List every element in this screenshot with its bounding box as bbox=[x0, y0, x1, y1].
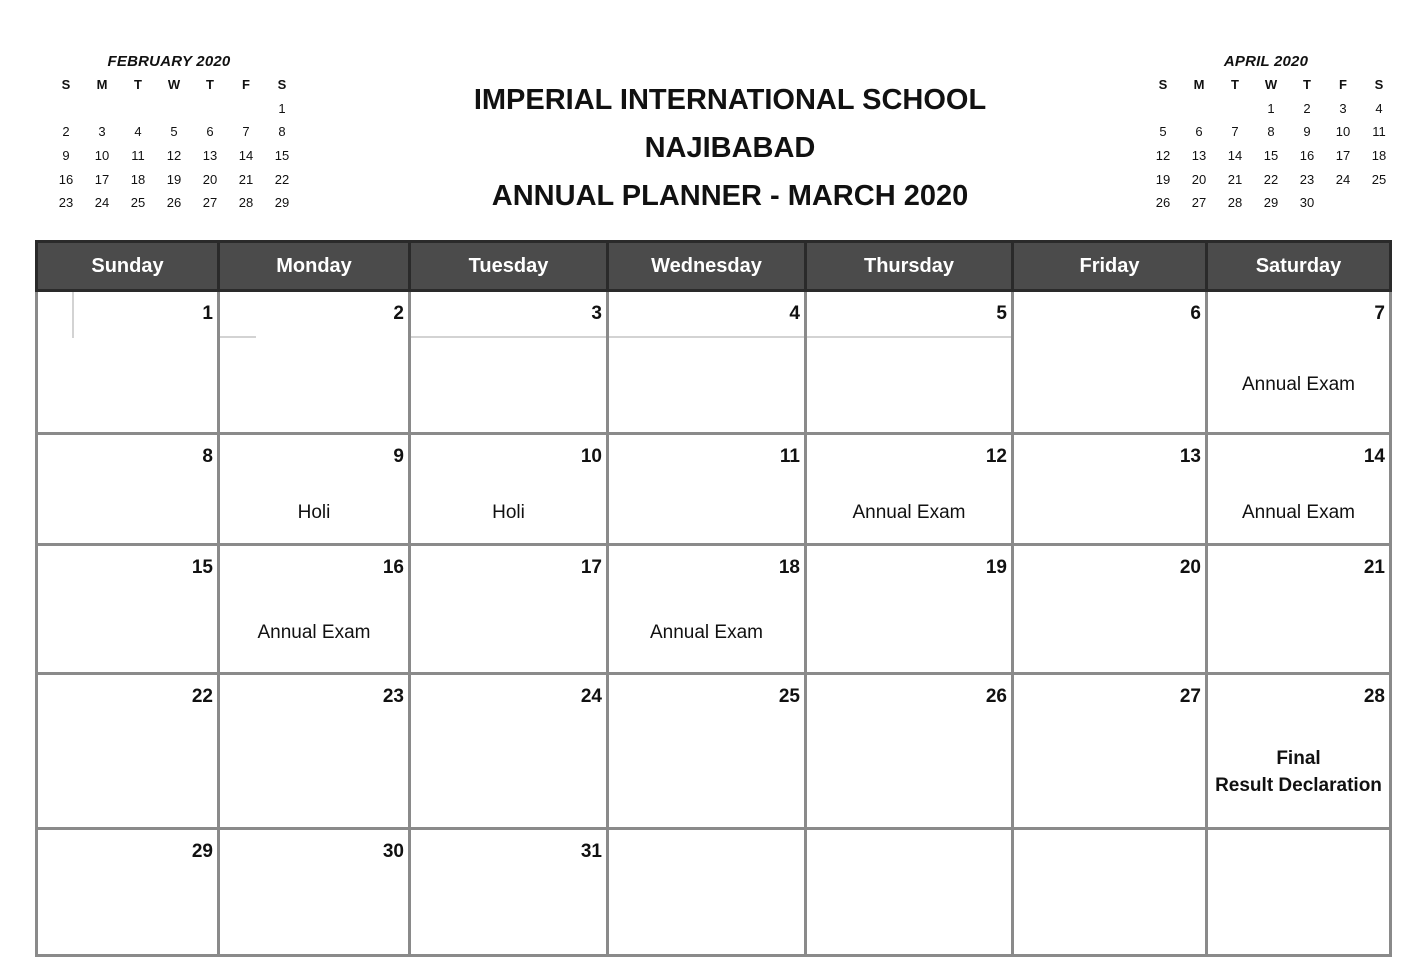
mini-day: 2 bbox=[1303, 100, 1311, 116]
cell-guide-line bbox=[72, 292, 74, 338]
mini-day: 30 bbox=[1299, 195, 1315, 211]
weekday-header-friday: Friday bbox=[1013, 242, 1207, 291]
mini-day: 8 bbox=[278, 124, 286, 140]
mini-day bbox=[1181, 97, 1217, 121]
day-number: 15 bbox=[191, 557, 213, 578]
mini-day: 20 bbox=[202, 171, 218, 187]
mini-day: 17 bbox=[94, 171, 110, 187]
mini-day: 20 bbox=[1191, 171, 1207, 187]
weekday-initial: F bbox=[242, 77, 250, 92]
day-cell bbox=[37, 545, 219, 674]
week-row bbox=[37, 674, 1391, 829]
mini-day: 16 bbox=[58, 171, 74, 187]
mini-day: 12 bbox=[166, 148, 182, 164]
day-number: 1 bbox=[202, 303, 213, 324]
mini-day bbox=[48, 97, 84, 121]
day-cell bbox=[219, 829, 410, 956]
day-cell bbox=[410, 674, 608, 829]
mini-day: 22 bbox=[274, 171, 290, 187]
day-cell bbox=[806, 829, 1013, 956]
day-number: 7 bbox=[1374, 303, 1385, 324]
mini-day: 27 bbox=[202, 195, 218, 211]
event-label: Holi bbox=[492, 502, 525, 523]
mini-calendar-february bbox=[44, 51, 294, 215]
mini-day bbox=[1361, 191, 1397, 215]
mini-day: 11 bbox=[131, 148, 145, 164]
mini-day bbox=[1145, 97, 1181, 121]
mini-day bbox=[192, 97, 228, 121]
mini-day: 29 bbox=[274, 195, 290, 211]
day-number: 20 bbox=[1179, 557, 1201, 578]
mini-day: 17 bbox=[1335, 148, 1351, 164]
day-cell bbox=[1013, 545, 1207, 674]
day-cell bbox=[806, 545, 1013, 674]
day-cell bbox=[219, 674, 410, 829]
day-cell bbox=[219, 545, 410, 674]
day-number: 23 bbox=[382, 686, 404, 707]
day-number: 28 bbox=[1363, 686, 1385, 707]
day-cell bbox=[806, 291, 1013, 434]
mini-day: 28 bbox=[1227, 195, 1243, 211]
day-number: 9 bbox=[393, 446, 404, 467]
mini-day: 5 bbox=[170, 124, 178, 140]
mini-day bbox=[84, 97, 120, 121]
day-number: 26 bbox=[985, 686, 1007, 707]
weekday-header-saturday: Saturday bbox=[1207, 242, 1391, 291]
day-number: 19 bbox=[985, 557, 1007, 578]
day-cell bbox=[608, 829, 806, 956]
mini-day: 15 bbox=[1263, 148, 1279, 164]
day-number: 18 bbox=[778, 557, 800, 578]
weekday-initial: M bbox=[1193, 77, 1205, 92]
day-number: 2 bbox=[393, 303, 404, 324]
day-cell bbox=[1013, 291, 1207, 434]
day-number: 21 bbox=[1363, 557, 1385, 578]
event-label: Annual Exam bbox=[852, 502, 966, 523]
mini-day: 24 bbox=[1335, 171, 1351, 187]
mini-day: 21 bbox=[1227, 171, 1243, 187]
day-number: 3 bbox=[591, 303, 602, 324]
event-label: Annual Exam bbox=[1241, 502, 1355, 523]
mini-day: 3 bbox=[1339, 100, 1347, 116]
planner-title: ANNUAL PLANNER - MARCH 2020 bbox=[491, 180, 969, 212]
day-cell bbox=[1207, 545, 1391, 674]
weekday-header-monday: Monday bbox=[219, 242, 410, 291]
day-cell bbox=[1013, 674, 1207, 829]
day-cell bbox=[806, 674, 1013, 829]
mini-day: 10 bbox=[1335, 124, 1351, 140]
weekday-header-row bbox=[37, 242, 1391, 291]
mini-day: 29 bbox=[1263, 195, 1279, 211]
day-number: 31 bbox=[580, 841, 602, 862]
school-name: IMPERIAL INTERNATIONAL SCHOOL bbox=[473, 84, 987, 116]
mini-day bbox=[156, 97, 192, 121]
cell-guide-line bbox=[220, 336, 256, 338]
mini-day bbox=[1325, 191, 1361, 215]
mini-day: 28 bbox=[238, 195, 254, 211]
mini-day: 18 bbox=[1371, 148, 1387, 164]
day-cell bbox=[806, 434, 1013, 545]
day-cell bbox=[1013, 434, 1207, 545]
day-cell bbox=[1207, 434, 1391, 545]
day-cell bbox=[1207, 291, 1391, 434]
mini-calendar-grid bbox=[48, 73, 294, 215]
mini-day: 23 bbox=[58, 195, 74, 211]
event-label: Holi bbox=[297, 502, 331, 523]
event-label: Annual Exam bbox=[257, 622, 371, 643]
week-row bbox=[37, 545, 1391, 674]
mini-day: 16 bbox=[1299, 148, 1315, 164]
day-cell bbox=[608, 674, 806, 829]
mini-calendar-april bbox=[1141, 51, 1391, 215]
mini-day: 19 bbox=[1155, 171, 1171, 187]
event-label: Annual Exam bbox=[649, 622, 763, 643]
day-number: 27 bbox=[1179, 686, 1201, 707]
day-number: 13 bbox=[1179, 446, 1201, 467]
day-cell bbox=[37, 674, 219, 829]
day-number: 12 bbox=[985, 446, 1007, 467]
day-number: 4 bbox=[789, 303, 800, 324]
mini-day: 6 bbox=[1195, 124, 1203, 140]
day-number: 24 bbox=[580, 686, 602, 707]
weekday-initial: F bbox=[1339, 77, 1347, 92]
mini-day: 25 bbox=[130, 195, 146, 211]
day-number: 17 bbox=[580, 557, 602, 578]
day-number: 29 bbox=[191, 841, 213, 862]
day-number: 8 bbox=[202, 446, 213, 467]
mini-day: 19 bbox=[166, 171, 182, 187]
mini-day: 9 bbox=[1303, 124, 1311, 140]
mini-day: 14 bbox=[238, 148, 254, 164]
mini-day bbox=[228, 97, 264, 121]
day-cell bbox=[1207, 829, 1391, 956]
mini-day: 21 bbox=[238, 171, 254, 187]
mini-day: 27 bbox=[1191, 195, 1207, 211]
day-cell bbox=[1207, 674, 1391, 829]
weekday-initial: M bbox=[96, 77, 108, 92]
mini-day: 25 bbox=[1371, 171, 1387, 187]
mini-day: 24 bbox=[94, 195, 110, 211]
mini-calendar-grid bbox=[1145, 73, 1391, 215]
weekday-initial: W bbox=[167, 77, 181, 92]
event-label: Annual Exam bbox=[1241, 374, 1355, 395]
day-number: 25 bbox=[778, 686, 800, 707]
mini-day: 8 bbox=[1267, 124, 1275, 140]
mini-day: 2 bbox=[62, 124, 70, 140]
day-cell bbox=[1013, 829, 1207, 956]
weekday-initial: S bbox=[277, 77, 287, 92]
weekday-initial: S bbox=[1374, 77, 1384, 92]
weekday-initial: S bbox=[61, 77, 71, 92]
mini-day: 13 bbox=[1191, 148, 1207, 164]
mini-day: 6 bbox=[206, 124, 214, 140]
cell-guide-line bbox=[411, 336, 606, 338]
day-cell bbox=[410, 291, 608, 434]
mini-day: 12 bbox=[1155, 148, 1171, 164]
day-number: 6 bbox=[1190, 303, 1201, 324]
weekday-initial: T bbox=[1231, 77, 1239, 92]
mini-day: 22 bbox=[1263, 171, 1279, 187]
day-cell bbox=[219, 434, 410, 545]
mini-day: 7 bbox=[242, 124, 250, 140]
day-cell bbox=[608, 545, 806, 674]
event-label bbox=[1208, 745, 1389, 799]
mini-day: 1 bbox=[1267, 100, 1275, 116]
mini-day: 10 bbox=[94, 148, 110, 164]
day-cell bbox=[37, 829, 219, 956]
weekday-header-sunday: Sunday bbox=[37, 242, 219, 291]
day-cell bbox=[410, 434, 608, 545]
weekday-initial: T bbox=[206, 77, 214, 92]
mini-day: 13 bbox=[202, 148, 218, 164]
mini-day: 4 bbox=[134, 124, 142, 140]
day-cell bbox=[219, 291, 410, 434]
day-number: 10 bbox=[580, 446, 602, 467]
day-cell bbox=[37, 434, 219, 545]
school-location: NAJIBABAD bbox=[644, 132, 816, 164]
cell-guide-line bbox=[609, 336, 804, 338]
mini-day: 7 bbox=[1231, 124, 1239, 140]
weekday-header-thursday: Thursday bbox=[806, 242, 1013, 291]
day-cell bbox=[608, 434, 806, 545]
march-calendar-grid bbox=[35, 240, 1392, 957]
weekday-header-tuesday: Tuesday bbox=[410, 242, 608, 291]
week-row bbox=[37, 434, 1391, 545]
mini-day bbox=[1217, 97, 1253, 121]
day-number: 22 bbox=[191, 686, 213, 707]
mini-day: 26 bbox=[1155, 195, 1171, 211]
week-row bbox=[37, 291, 1391, 434]
mini-day: 18 bbox=[130, 171, 146, 187]
day-cell bbox=[410, 545, 608, 674]
weekday-initial: W bbox=[1264, 77, 1278, 92]
day-number: 30 bbox=[382, 841, 404, 862]
planner-heading bbox=[430, 76, 1030, 220]
weekday-initial: T bbox=[1303, 77, 1311, 92]
day-number: 5 bbox=[996, 303, 1007, 324]
mini-day: 3 bbox=[98, 124, 106, 140]
mini-day: 1 bbox=[278, 100, 286, 116]
mini-day: 9 bbox=[62, 148, 70, 164]
cell-guide-line bbox=[807, 336, 1011, 338]
day-cell bbox=[608, 291, 806, 434]
mini-day bbox=[120, 97, 156, 121]
mini-day: 23 bbox=[1299, 171, 1315, 187]
weekday-initial: S bbox=[1158, 77, 1168, 92]
mini-day: 11 bbox=[1372, 124, 1386, 140]
event-line: Final bbox=[1276, 748, 1321, 769]
day-cell bbox=[410, 829, 608, 956]
mini-day: 26 bbox=[166, 195, 182, 211]
day-number: 16 bbox=[382, 557, 404, 578]
day-number: 11 bbox=[779, 446, 800, 467]
mini-day: 5 bbox=[1159, 124, 1167, 140]
mini-day: 14 bbox=[1227, 148, 1243, 164]
mini-calendar-title: FEBRUARY 2020 bbox=[107, 53, 231, 70]
mini-calendar-title: APRIL 2020 bbox=[1223, 53, 1309, 70]
day-number: 14 bbox=[1363, 446, 1385, 467]
mini-day: 15 bbox=[274, 148, 290, 164]
week-row bbox=[37, 829, 1391, 956]
mini-day: 4 bbox=[1375, 100, 1383, 116]
event-line: Result Declaration bbox=[1215, 775, 1382, 796]
weekday-initial: T bbox=[134, 77, 142, 92]
day-cell bbox=[37, 291, 219, 434]
weekday-header-wednesday: Wednesday bbox=[608, 242, 806, 291]
